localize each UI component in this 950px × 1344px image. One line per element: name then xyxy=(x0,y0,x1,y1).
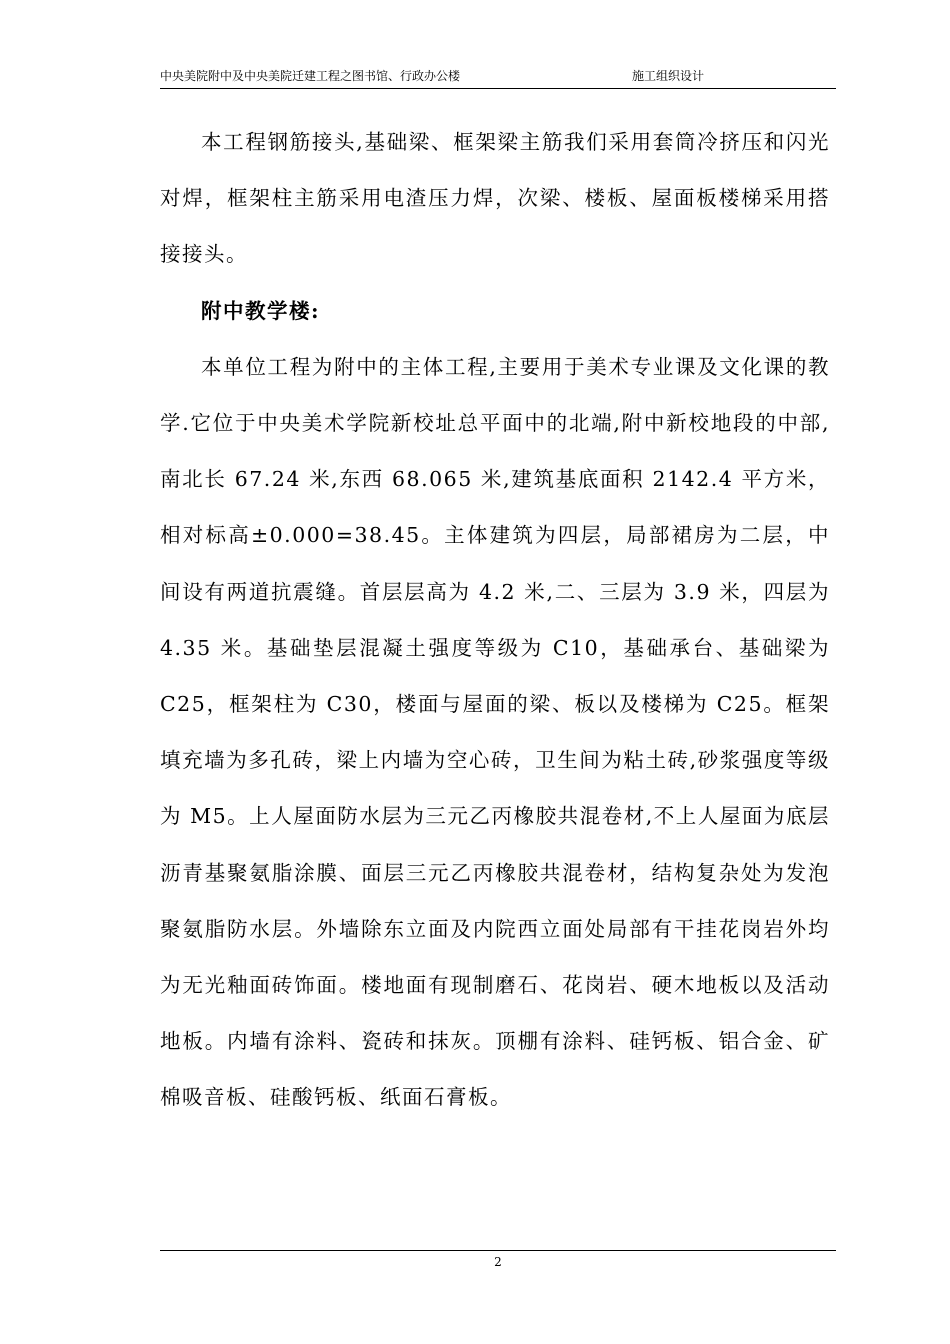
header-document-type: 施工组织设计 xyxy=(632,69,705,83)
footer-divider xyxy=(160,1250,836,1251)
page-number: 2 xyxy=(494,1255,502,1269)
header-project-title: 中央美院附中及中央美院迁建工程之图书馆、行政办公楼 xyxy=(160,69,461,83)
paragraph-rebar-joints: 本工程钢筋接头,基础梁、框架梁主筋我们采用套筒冷挤压和闪光对焊，框架柱主筋采用电渣压力焊，次梁、楼板、屋面板楼梯采用搭接接头。 xyxy=(160,130,830,267)
paragraph-building-description: 本单位工程为附中的主体工程,主要用于美术专业课及文化课的教学.它位于中央美术学院新校址总平面中的北端,附中新校地段的中部,南北长 67.24 米,东西 68.065 米,建筑基底面积 2142.4 平方米，相对标高±0.000=38.45。主体建筑为四层，局部裙房为二层，中间设有两道抗震缝。首层层高为 4.2 米,二、三层为 3.9 米，四层为 4.35 米。基础垫层混凝土强度等级为 C10，基础承台、基础梁为 C25，框架柱为 C30，楼面与屋面的梁、板以及楼梯为 C25。框架填充墙为多孔砖，梁上内墙为空心砖，卫生间为粘土砖,砂浆强度等级为 M5。上人屋面防水层为三元乙丙橡胶共混卷材,不上人屋面为底层沥青基聚氨脂涂膜、面层三元乙丙橡胶共混卷材，结构复杂处为发泡聚氨脂防水层。外墙除东立面及内院西立面处局部有干挂花岗岩外均为无光釉面砖饰面。楼地面有现制磨石、花岗岩、硬木地板以及活动地板。内墙有涂料、瓷砖和抹灰。顶棚有涂料、硅钙板、铝合金、矿棉吸音板、硅酸钙板、纸面石膏板。 xyxy=(160,354,830,1110)
document-body xyxy=(160,114,830,1126)
page-header xyxy=(160,66,836,89)
section-heading: 附中教学楼: xyxy=(201,298,321,323)
